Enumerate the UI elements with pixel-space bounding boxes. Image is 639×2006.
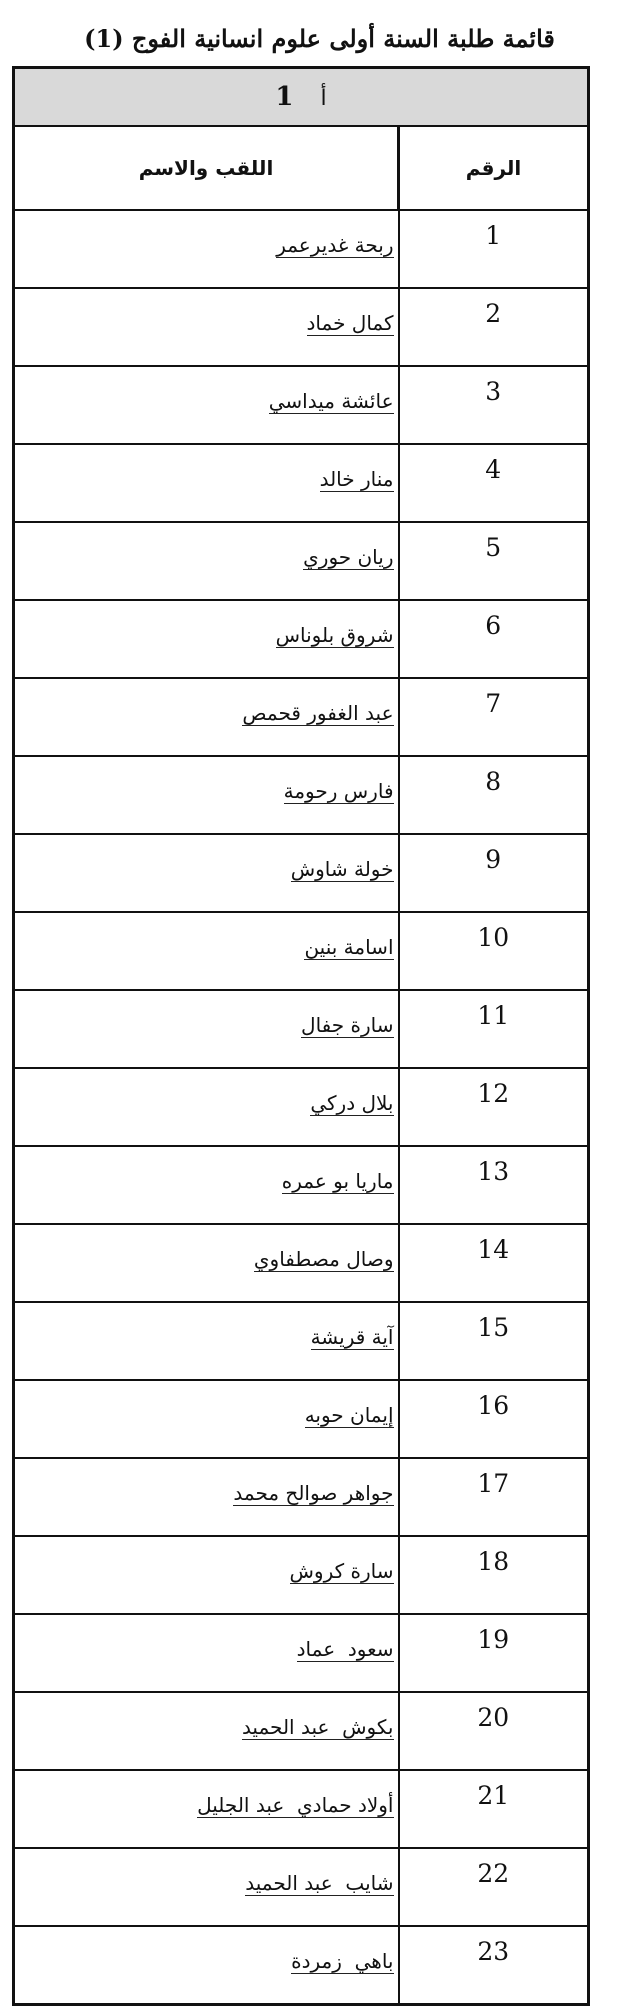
student-number: 4	[399, 444, 589, 522]
student-name: ريان حوري	[303, 545, 394, 569]
student-name: شايب عبد الحميد	[245, 1871, 394, 1895]
table-row	[14, 210, 589, 288]
group-cell	[14, 68, 589, 127]
student-number: 19	[399, 1614, 589, 1692]
student-name: ربحة غديرعمر	[276, 233, 394, 257]
student-number: 21	[399, 1770, 589, 1848]
student-name: آية قريشة	[310, 1325, 394, 1349]
table-row	[14, 1302, 589, 1380]
student-name: سارة كروش	[289, 1559, 394, 1583]
student-name-cell	[14, 756, 399, 834]
student-name: بكوش عبد الحميد	[241, 1715, 394, 1739]
header-row	[14, 126, 589, 210]
table-row	[14, 1926, 589, 2005]
student-name-cell	[14, 1692, 399, 1770]
student-name-cell	[14, 600, 399, 678]
student-name-cell	[14, 444, 399, 522]
student-name-cell	[14, 210, 399, 288]
student-name-cell	[14, 1302, 399, 1380]
student-number: 11	[399, 990, 589, 1068]
student-name-cell	[14, 1146, 399, 1224]
student-name: وصال مصطفاوي	[253, 1247, 394, 1271]
student-name-cell	[14, 912, 399, 990]
group-number: 1	[275, 82, 294, 112]
table-row	[14, 1380, 589, 1458]
student-name-cell	[14, 990, 399, 1068]
student-number: 6	[399, 600, 589, 678]
student-name-cell	[14, 366, 399, 444]
student-name-cell	[14, 1770, 399, 1848]
student-number: 17	[399, 1458, 589, 1536]
table-row	[14, 366, 589, 444]
student-name: سارة جفال	[301, 1013, 394, 1037]
table-row	[14, 444, 589, 522]
table-row	[14, 756, 589, 834]
table-row	[14, 1614, 589, 1692]
student-name-cell	[14, 1614, 399, 1692]
student-name: جواهر صوالح محمد	[233, 1481, 394, 1505]
student-name-cell	[14, 1068, 399, 1146]
student-name-cell	[14, 1458, 399, 1536]
student-name: باهي زمردة	[291, 1949, 394, 1973]
student-name-cell	[14, 1380, 399, 1458]
student-name: اسامة بنين	[304, 935, 394, 959]
student-name: إيمان حوبه	[304, 1403, 394, 1427]
student-name: منار خالد	[319, 467, 394, 491]
student-name-cell	[14, 288, 399, 366]
column-header-name: اللقب والاسم	[14, 126, 399, 210]
student-name: فارس رحومة	[283, 779, 394, 803]
student-number: 5	[399, 522, 589, 600]
students-table	[12, 66, 590, 2006]
student-number: 3	[399, 366, 589, 444]
table-row	[14, 1068, 589, 1146]
table-row	[14, 678, 589, 756]
student-number: 15	[399, 1302, 589, 1380]
student-number: 18	[399, 1536, 589, 1614]
student-number: 13	[399, 1146, 589, 1224]
table-row	[14, 1692, 589, 1770]
student-name-cell	[14, 1926, 399, 2005]
student-name: خولة شاوش	[290, 857, 394, 881]
table-row	[14, 1536, 589, 1614]
student-name-cell	[14, 1536, 399, 1614]
student-name: كمال خماد	[306, 311, 394, 335]
student-name: ماريا بو عمره	[281, 1169, 394, 1193]
student-number: 10	[399, 912, 589, 990]
student-number: 22	[399, 1848, 589, 1926]
table-row	[14, 522, 589, 600]
student-name-cell	[14, 678, 399, 756]
student-name: بلال دركي	[310, 1091, 394, 1115]
table-row	[14, 834, 589, 912]
student-number: 20	[399, 1692, 589, 1770]
student-number: 23	[399, 1926, 589, 2005]
student-number: 1	[399, 210, 589, 288]
group-label	[275, 82, 326, 112]
student-name: عبد الغفور قحمص	[242, 701, 394, 725]
student-number: 7	[399, 678, 589, 756]
student-number: 12	[399, 1068, 589, 1146]
student-number: 14	[399, 1224, 589, 1302]
group-letter: أ	[320, 86, 327, 111]
table-row	[14, 990, 589, 1068]
table-body	[14, 210, 589, 2005]
table-row	[14, 1458, 589, 1536]
table-row	[14, 1770, 589, 1848]
student-number: 16	[399, 1380, 589, 1458]
student-name-cell	[14, 834, 399, 912]
table-row	[14, 1146, 589, 1224]
table-row	[14, 288, 589, 366]
table-row	[14, 912, 589, 990]
student-name: أولاد حمادي عبد الجليل	[197, 1793, 394, 1817]
table-row	[14, 600, 589, 678]
table-row	[14, 1848, 589, 1926]
group-row	[14, 68, 589, 127]
table-row	[14, 1224, 589, 1302]
student-name: عائشة ميداسي	[268, 389, 394, 413]
student-name-cell	[14, 1848, 399, 1926]
student-number: 2	[399, 288, 589, 366]
student-name: شروق بلوناس	[275, 623, 394, 647]
column-header-number: الرقم	[399, 126, 589, 210]
student-name: سعود عماد	[296, 1637, 394, 1661]
students-table-container	[12, 66, 590, 2006]
student-name-cell	[14, 1224, 399, 1302]
student-number: 9	[399, 834, 589, 912]
page-title: قائمة طلبة السنة أولى علوم انسانية الفوج (1)	[84, 24, 555, 53]
student-name-cell	[14, 522, 399, 600]
student-number: 8	[399, 756, 589, 834]
